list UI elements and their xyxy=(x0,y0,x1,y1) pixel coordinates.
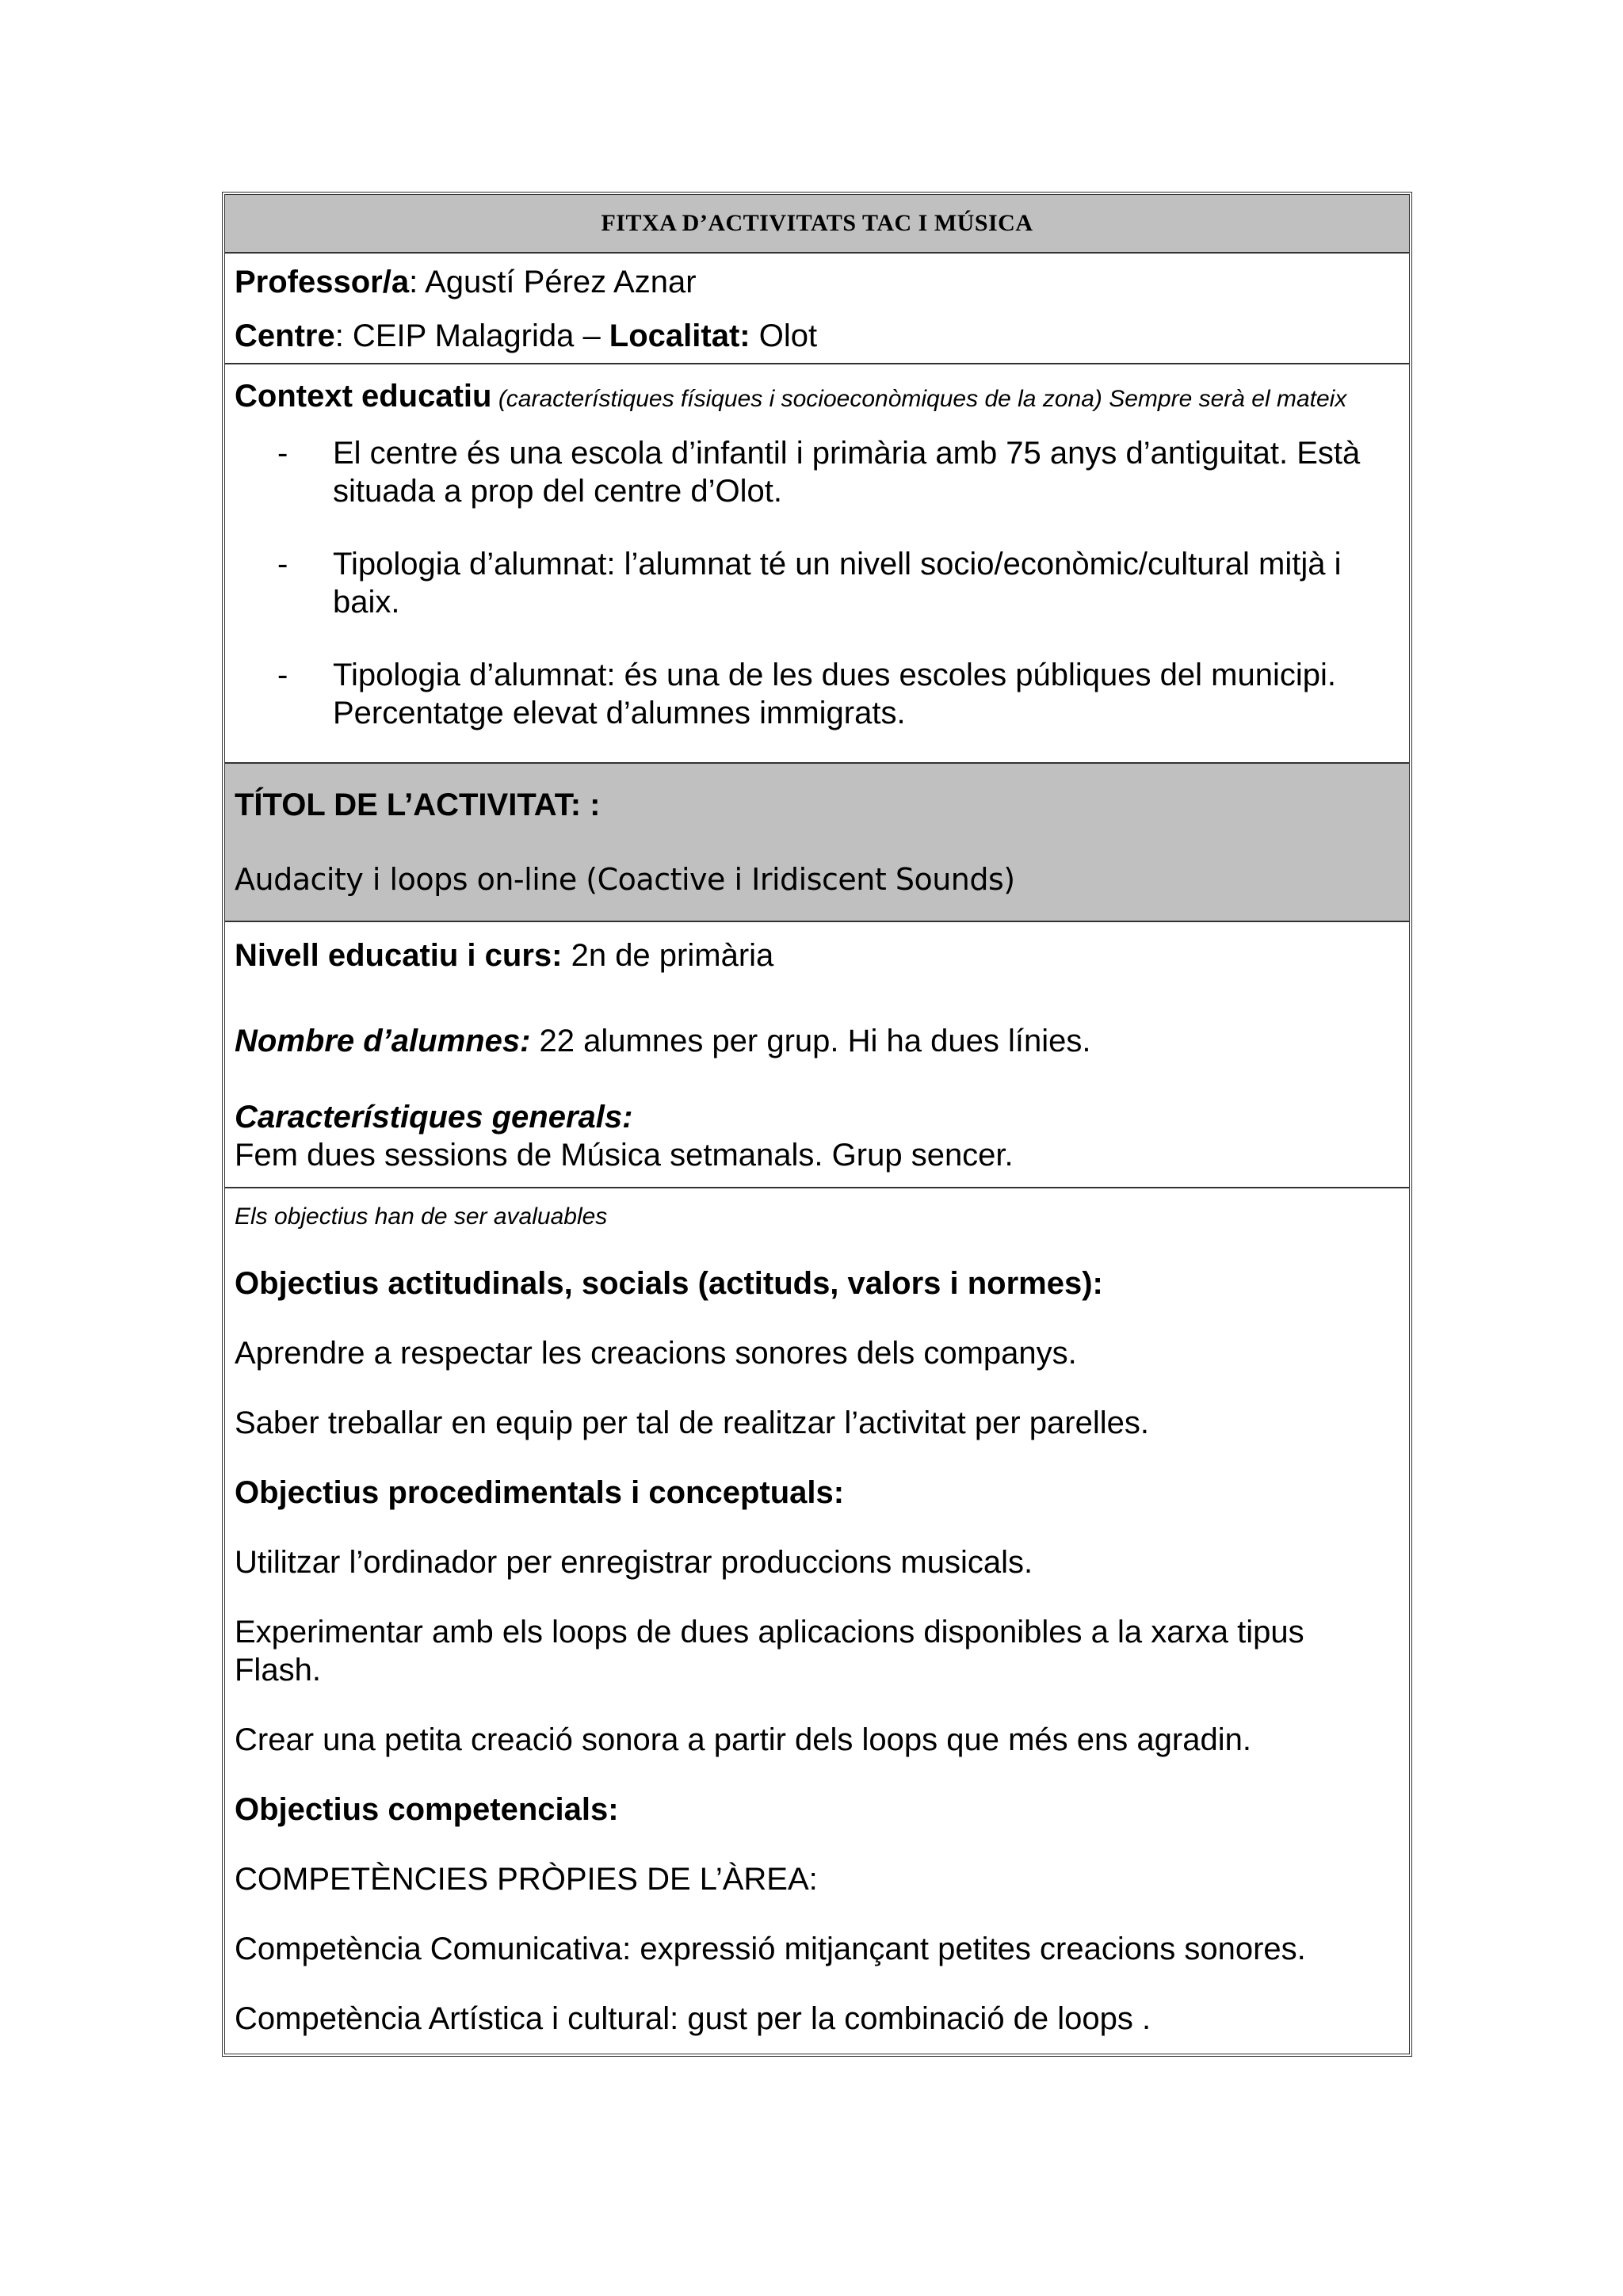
centre-line xyxy=(235,317,1400,355)
competency-item: Competència Comunicativa: expressió mitjançant petites creacions sonores. xyxy=(235,1932,1306,1966)
procedural-heading: Objectius procedimentals i conceptuals: xyxy=(235,1475,845,1510)
sheet-header xyxy=(225,195,1409,252)
competency-heading: Objectius competencials: xyxy=(235,1792,619,1827)
level-line xyxy=(235,936,1400,974)
level-cell xyxy=(225,921,1409,1187)
level-label: Nivell educatiu i curs: xyxy=(235,938,563,973)
context-item-text: Tipologia d’alumnat: l’alumnat té un nivell socio/econòmic/cultural mitjà i baix. xyxy=(333,547,1342,620)
context-list xyxy=(235,434,1400,732)
objectives-note: Els objectius han de ser avaluables xyxy=(235,1203,608,1230)
centre-value: : CEIP Malagrida – xyxy=(334,318,609,353)
list-item xyxy=(235,656,1400,732)
students-label: Nombre d’alumnes: xyxy=(235,1024,531,1058)
level-value: 2n de primària xyxy=(562,938,774,973)
activity-title-label: TÍTOL DE L’ACTIVITAT: : xyxy=(235,788,601,822)
teacher-line xyxy=(235,263,1400,301)
features-label: Característiques generals: xyxy=(235,1100,633,1135)
competency-item: Competència Artística i cultural: gust per la combinació de loops . xyxy=(235,2001,1151,2036)
centre-label: Centre xyxy=(235,318,335,353)
attitudinal-item: Saber treballar en equip per tal de realitzar l’activitat per parelles. xyxy=(235,1405,1149,1440)
dash-bullet: - xyxy=(277,436,288,471)
locality-label: Localitat: xyxy=(609,318,750,353)
attitudinal-item: Aprendre a respectar les creacions sonores dels companys. xyxy=(235,1336,1077,1371)
features-label-line xyxy=(235,1098,1400,1136)
teacher-label: Professor/a xyxy=(235,265,410,299)
list-item xyxy=(235,545,1400,621)
context-item-text: El centre és una escola d’infantil i primària amb 75 anys d’antiguitat. Està situada a prop del centre d’Olot. xyxy=(333,436,1361,509)
context-label: Context educatiu xyxy=(235,379,492,414)
context-item-text: Tipologia d’alumnat: és una de les dues escoles públiques del municipi. Percentatge elevat d’alumnes immigrats. xyxy=(333,658,1336,730)
procedural-item: Crear una petita creació sonora a partir dels loops que més ens agradin. xyxy=(235,1722,1251,1757)
procedural-item: Experimentar amb els loops de dues aplicacions disponibles a la xarxa tipus Flash. xyxy=(235,1615,1304,1688)
teacher-value: : Agustí Pérez Aznar xyxy=(409,265,697,299)
activity-name: Audacity i loops on-line (Coactive i Iridiscent Sounds) xyxy=(235,862,1015,897)
activity-title-cell xyxy=(225,762,1409,921)
procedural-item: Utilitzar l’ordinador per enregistrar produccions musicals. xyxy=(235,1545,1033,1580)
list-item xyxy=(235,434,1400,510)
features-value: Fem dues sessions de Música setmanals. Grup sencer. xyxy=(235,1138,1014,1173)
dash-bullet: - xyxy=(277,547,288,582)
sheet-title: FITXA D’ACTIVITATS TAC I MÚSICA xyxy=(601,210,1033,236)
attitudinal-heading: Objectius actitudinals, socials (actituds, valors i normes): xyxy=(235,1266,1103,1301)
context-cell xyxy=(225,363,1409,762)
teacher-cell xyxy=(225,252,1409,363)
context-line xyxy=(235,377,1400,418)
objectives-cell xyxy=(225,1187,1409,2054)
students-value: 22 alumnes per grup. Hi ha dues línies. xyxy=(530,1024,1091,1058)
competency-subheading: COMPETÈNCIES PRÒPIES DE L’ÀREA: xyxy=(235,1862,818,1897)
context-note: (característiques físiques i socioeconòmiques de la zona) Sempre serà el mateix xyxy=(491,386,1347,412)
dash-bullet: - xyxy=(277,658,288,692)
students-line xyxy=(235,1022,1400,1060)
activity-sheet-table xyxy=(222,192,1412,2057)
locality-value: Olot xyxy=(750,318,818,353)
